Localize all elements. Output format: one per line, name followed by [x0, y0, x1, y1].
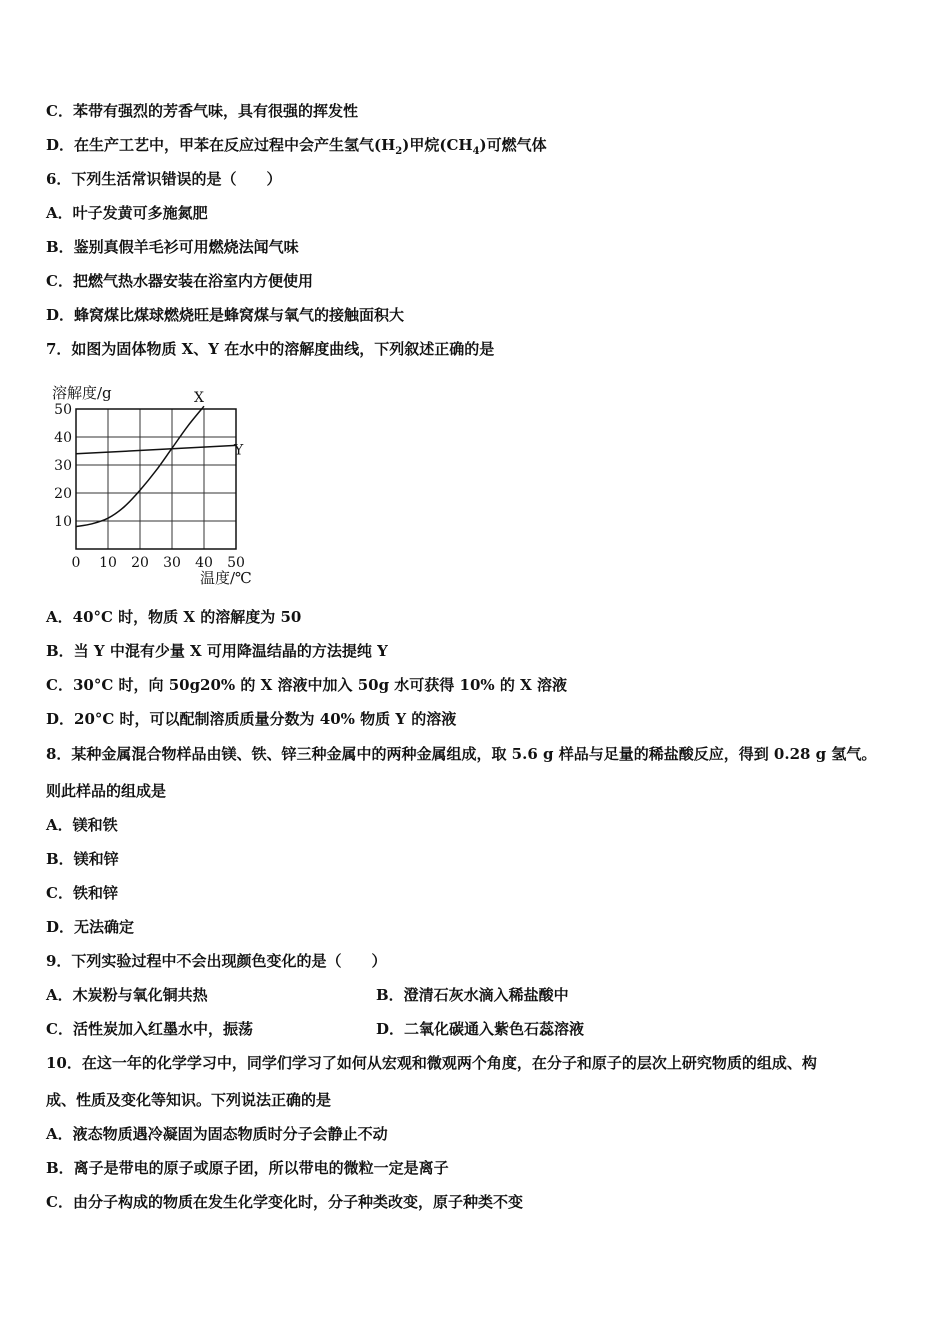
x-tick-label: 30	[163, 555, 181, 571]
chart-grid	[76, 409, 236, 549]
option-6c: C．把燃气热水器安装在浴室内方便使用	[46, 272, 313, 290]
question-10: 10．在这一年的化学学习中，同学们学习了如何从宏观和微观两个角度，在分子和原子的层次上研究物质的组成、构	[46, 1054, 817, 1072]
option-7c: C．30°C 时，向 50g20% 的 X 溶液中加入 50g 水可获得 10% 的 X 溶液	[46, 676, 567, 694]
question-9: 9．下列实验过程中不会出现颜色变化的是（ ）	[46, 952, 387, 970]
option-8d: D．无法确定	[46, 918, 135, 936]
option-6a: A．叶子发黄可多施氮肥	[46, 204, 208, 222]
y-tick-label: 50	[54, 402, 72, 418]
chart-ticks	[54, 402, 245, 571]
x-tick-label: 10	[99, 555, 117, 571]
option-5c: C．苯带有强烈的芳香气味，具有很强的挥发性	[46, 102, 358, 120]
option-5d: D．在生产工艺中，甲苯在反应过程中会产生氢气$(H_2)$甲烷$(CH_4)$可燃气体	[46, 136, 547, 157]
y-axis-label: 溶解度/g	[52, 384, 112, 402]
option-8a: A．镁和铁	[46, 816, 118, 834]
series-x-label: X	[194, 390, 204, 407]
option-7b: B．当 Y 中混有少量 X 可用降温结晶的方法提纯 Y	[46, 642, 388, 660]
y-tick-label: 30	[54, 458, 72, 474]
chart-frame	[76, 409, 236, 549]
question-7: 7．如图为固体物质 X、Y 在水中的溶解度曲线，下列叙述正确的是	[46, 340, 495, 358]
option-9d: D．二氧化碳通入紫色石蕊溶液	[376, 1020, 585, 1038]
series-y-curve	[76, 445, 236, 453]
x-axis-label: 温度/℃	[200, 569, 252, 587]
option-9c: C．活性炭加入红墨水中，振荡	[46, 1020, 253, 1038]
option-10b: B．离子是带电的原子或原子团，所以带电的微粒一定是离子	[46, 1159, 449, 1177]
option-9b: B．澄清石灰水滴入稀盐酸中	[376, 986, 569, 1004]
option-10a: A．液态物质遇冷凝固为固态物质时分子会静止不动	[46, 1125, 388, 1143]
question-8-continued: 则此样品的组成是	[46, 782, 167, 800]
y-tick-label: 20	[54, 486, 72, 502]
solubility-chart	[44, 380, 274, 590]
option-7d: D．20°C 时，可以配制溶质质量分数为 40% 物质 Y 的溶液	[46, 710, 457, 728]
option-10c: C．由分子构成的物质在发生化学变化时，分子种类改变，原子种类不变	[46, 1193, 523, 1211]
option-8b: B．镁和锌	[46, 850, 119, 868]
series-y-label: Y	[234, 442, 244, 459]
option-6b: B．鉴别真假羊毛衫可用燃烧法闻气味	[46, 238, 299, 256]
question-10-continued: 成、性质及变化等知识。下列说法正确的是	[46, 1091, 332, 1109]
y-tick-label: 40	[54, 430, 72, 446]
option-6d: D．蜂窝煤比煤球燃烧旺是蜂窝煤与氧气的接触面积大	[46, 306, 405, 324]
question-8: 8．某种金属混合物样品由镁、铁、锌三种金属中的两种金属组成，取 5.6 g 样品与足量的稀盐酸反应，得到 0.28 g 氢气。	[46, 745, 877, 763]
question-6: 6．下列生活常识错误的是（ ）	[46, 170, 282, 188]
x-tick-label: 0	[71, 555, 81, 571]
option-8c: C．铁和锌	[46, 884, 118, 902]
x-tick-label: 20	[131, 555, 149, 571]
x-tick-label: 40	[195, 555, 213, 571]
y-tick-label: 10	[54, 514, 72, 530]
option-7a: A．40°C 时，物质 X 的溶解度为 50	[46, 608, 302, 626]
option-9a: A．木炭粉与氧化铜共热	[46, 986, 208, 1004]
x-tick-label: 50	[227, 555, 245, 571]
